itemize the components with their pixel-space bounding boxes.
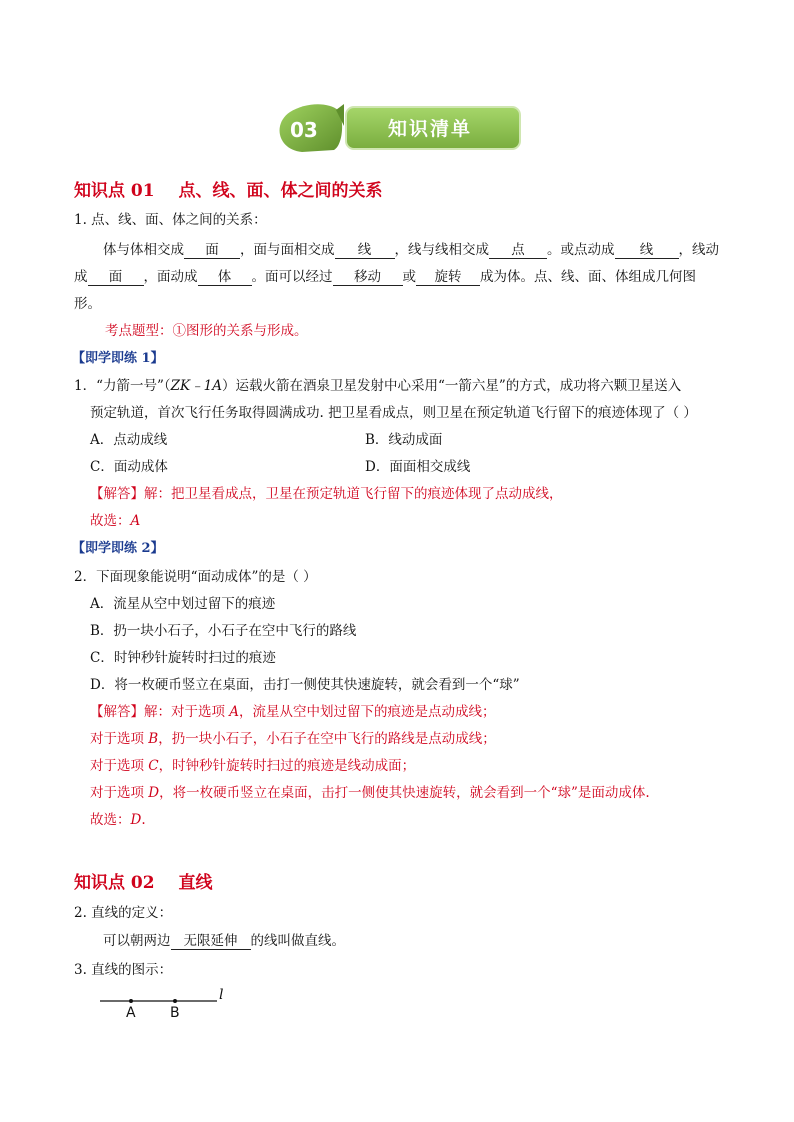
section2-def-text: 可以朝两边 无限延伸 的线叫做直线。 <box>103 933 345 949</box>
line-figure <box>95 985 245 1025</box>
line-label: l <box>219 987 224 1003</box>
section1-heading <box>74 176 383 201</box>
practice1-option-b: B．线动成面 <box>365 432 443 448</box>
section1-item-title: 1. 点、线、面、体之间的关系： <box>74 212 267 228</box>
section1-paragraph-line2: 成 面 ，面动成 体 。面可以经过 移动 或 旋转 成为体。点、线、面、体组成几何图 <box>74 269 696 285</box>
practice1-choice: 故选：A <box>90 513 141 529</box>
section2-heading-number: 知识点 02 <box>74 873 155 893</box>
practice2-choice: 故选：D. <box>90 812 146 828</box>
practice2-answer-line4: 对于选项 D，将一枚硬币竖立在桌面，击打一侧使其快速旋转，就会看到一个“球”是面动成体. <box>90 785 650 801</box>
practice2-answer-line3: 对于选项 C，时钟秒针旋转时扫过的痕迹是线动成面； <box>90 758 416 774</box>
practice1-label: 【即学即练 1】 <box>72 351 164 366</box>
practice1-question-line2: 预定轨道，首次飞行任务取得圆满成功. 把卫星看成点，则卫星在预定轨道飞行留下的痕迹体现了（ ） <box>90 405 697 421</box>
point-b <box>173 999 177 1003</box>
practice2-option-b: B．扔一块小石子，小石子在空中飞行的路线 <box>90 623 357 639</box>
practice1-question-line1: 1．“力箭一号”（ZK﹣1A）运载火箭在酒泉卫星发射中心采用“一箭六星”的方式，成功将六颗卫星送入 <box>74 378 682 394</box>
practice1-option-c: C．面动成体 <box>90 459 168 475</box>
point-a-label: A <box>126 1005 136 1021</box>
practice2-answer-line2: 对于选项 B，扔一块小石子，小石子在空中飞行的路线是点动成线； <box>90 731 496 747</box>
section2-def-title: 2. 直线的定义： <box>74 905 173 921</box>
practice2-label: 【即学即练 2】 <box>72 541 164 556</box>
point-b-label: B <box>170 1005 180 1021</box>
practice2-answer-line1: 【解答】解：对于选项 A，流星从空中划过留下的痕迹是点动成线； <box>90 704 496 720</box>
practice2-option-c: C．时钟秒针旋转时扫过的痕迹 <box>90 650 276 666</box>
section-banner <box>270 100 530 160</box>
section1-heading-number: 知识点 01 <box>74 181 155 201</box>
section2-heading-title: 直线 <box>178 873 213 893</box>
section1-paragraph-line1: 体与体相交成 面 ，面与面相交成 线 ，线与线相交成 点 。或点动成 线 ，线动 <box>103 242 719 258</box>
practice1-option-a: A．点动成线 <box>90 432 168 448</box>
practice2-option-d: D．将一枚硬币竖立在桌面，击打一侧使其快速旋转，就会看到一个“球” <box>90 677 520 693</box>
banner-label: 知识清单 <box>388 118 473 140</box>
point-a <box>129 999 133 1003</box>
exam-type-note: 考点题型：①图形的关系与形成。 <box>105 323 308 339</box>
section1-heading-title: 点、线、面、体之间的关系 <box>178 181 383 201</box>
section1-paragraph-line3: 形。 <box>74 296 101 312</box>
practice1-answer: 【解答】解：把卫星看成点，卫星在预定轨道飞行留下的痕迹体现了点动成线， <box>90 486 563 502</box>
practice2-question: 2．下面现象能说明“面动成体”的是（ ） <box>74 569 317 585</box>
section2-fig-title: 3. 直线的图示： <box>74 962 173 978</box>
section2-heading <box>74 868 213 893</box>
practice2-option-a: A．流星从空中划过留下的痕迹 <box>90 596 276 612</box>
banner-number: 03 <box>290 118 318 142</box>
practice1-option-d: D．面面相交成线 <box>365 459 471 475</box>
